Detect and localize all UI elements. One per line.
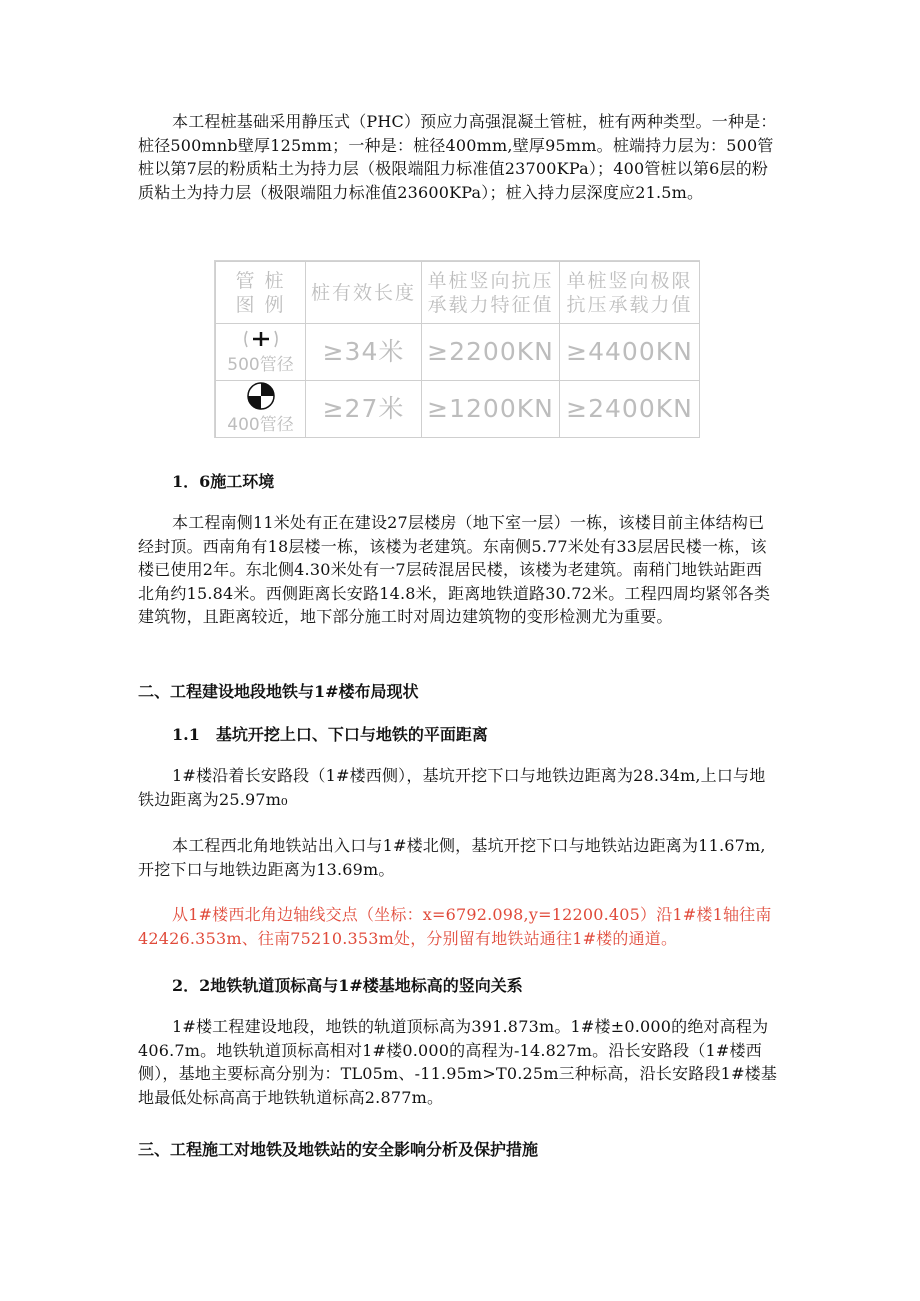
- section-1-6-body: 本工程南侧11米处有正在建设27层楼房（地下室一层）一栋，该楼目前主体结构已经封顶。西南角有18层楼一栋，该楼为老建筑。东南侧5.77米处有33层居民楼一栋，该楼已使用2年。东北侧4.30米处有一7层砖混居民楼，该楼为老建筑。南稍门地铁站距西北角约15.84米。西侧距离长安路14.8米，距离地铁道路30.72米。工程四周均紧邻各类建筑物，且距离较近，地下部分施工时对周边建筑物的变形检测尤为重要。: [138, 513, 771, 627]
- table-header-ultimate: [560, 262, 700, 324]
- pile-length: ≥27米: [306, 381, 422, 438]
- section-2-2-heading: 2．2地铁轨道顶标高与1#楼基地标高的竖向关系: [172, 976, 523, 995]
- pile-ultimate: ≥2400KN: [560, 381, 700, 438]
- header-line: 承载力特征值: [427, 293, 554, 316]
- pile-legend-table: [214, 260, 700, 438]
- pile-caption: 400管径: [227, 415, 294, 435]
- pile-characteristic: ≥2200KN: [422, 324, 560, 381]
- pile-characteristic: ≥1200KN: [422, 381, 560, 438]
- intro-paragraph: 本工程桩基础采用静压式（PHC）预应力高强混凝土管桩，桩有两种类型。一种是：桩径500mnb壁厚125mm；一种是：桩径400mm,壁厚95mm。桩端持力层为：500管桩以第7层的粉质粘土为持力层（极限端阻力标准值23700KPa）；400管桩以第6层的粉质粘土为持力层（极限端阻力标准值23600KPa）；桩入持力层深度应21.5m。: [138, 112, 777, 202]
- table-header-legend: [216, 262, 306, 324]
- header-line: 桩有效长度: [310, 281, 416, 304]
- section-1-1-paragraph-3-highlighted: 从1#楼西北角边轴线交点（坐标：x=6792.098,y=12200.405）沿1#楼1轴往南42426.353m、往南75210.353m处，分别留有地铁站通往1#楼的通道。: [138, 905, 772, 948]
- section-2-2-body: 1#楼工程建设地段，地铁的轨道顶标高为391.873m。1#楼±0.000的绝对高程为406.7m。地铁轨道顶标高相对1#楼0.000的高程为-14.827m。沿长安路段（1#楼西侧），基地主要标高分别为：TL05m、-11.95m>T0.25m三种标高，沿长安路段1#楼基地最低处标高高于地铁轨道标高2.877m。: [138, 1017, 778, 1107]
- section-1-6-heading: 1．6施工环境: [172, 472, 275, 491]
- section-1-1-paragraph-1: 1#楼沿着长安路段（1#楼西侧），基坑开挖下口与地铁边距离为28.34m,上口与地铁边距离为25.97m₀: [138, 766, 766, 809]
- pile-length: ≥34米: [306, 324, 422, 381]
- section-1-1-heading: 1.1 基坑开挖上口、下口与地铁的平面距离: [172, 725, 488, 744]
- header-line: 管 桩: [235, 269, 286, 292]
- table-header-characteristic: [422, 262, 560, 324]
- table-header-length: [306, 262, 422, 324]
- section-3-heading: 三、工程施工对地铁及地铁站的安全影响分析及保护措施: [138, 1140, 539, 1159]
- header-line: 抗压承载力值: [566, 293, 693, 316]
- quartered-circle-icon: [246, 381, 276, 411]
- section-1-1-paragraph-2: 本工程西北角地铁站出入口与1#楼北侧，基坑开挖下口与地铁站边距离为11.67m,开挖下口与地铁边距离为13.69m。: [138, 836, 766, 879]
- legend-cell: [216, 381, 306, 438]
- pile-caption: 500管径: [227, 355, 294, 375]
- table-row: [216, 381, 700, 438]
- pile-ultimate: ≥4400KN: [560, 324, 700, 381]
- legend-cell: [216, 324, 306, 381]
- plus-circle-icon: [241, 327, 281, 351]
- header-line: 图 例: [235, 293, 286, 316]
- header-line: 单桩竖向抗压: [427, 269, 554, 292]
- section-2-heading: 二、工程建设地段地铁与1#楼布局现状: [138, 682, 419, 701]
- table-row: [216, 324, 700, 381]
- header-line: 单桩竖向极限: [566, 269, 693, 292]
